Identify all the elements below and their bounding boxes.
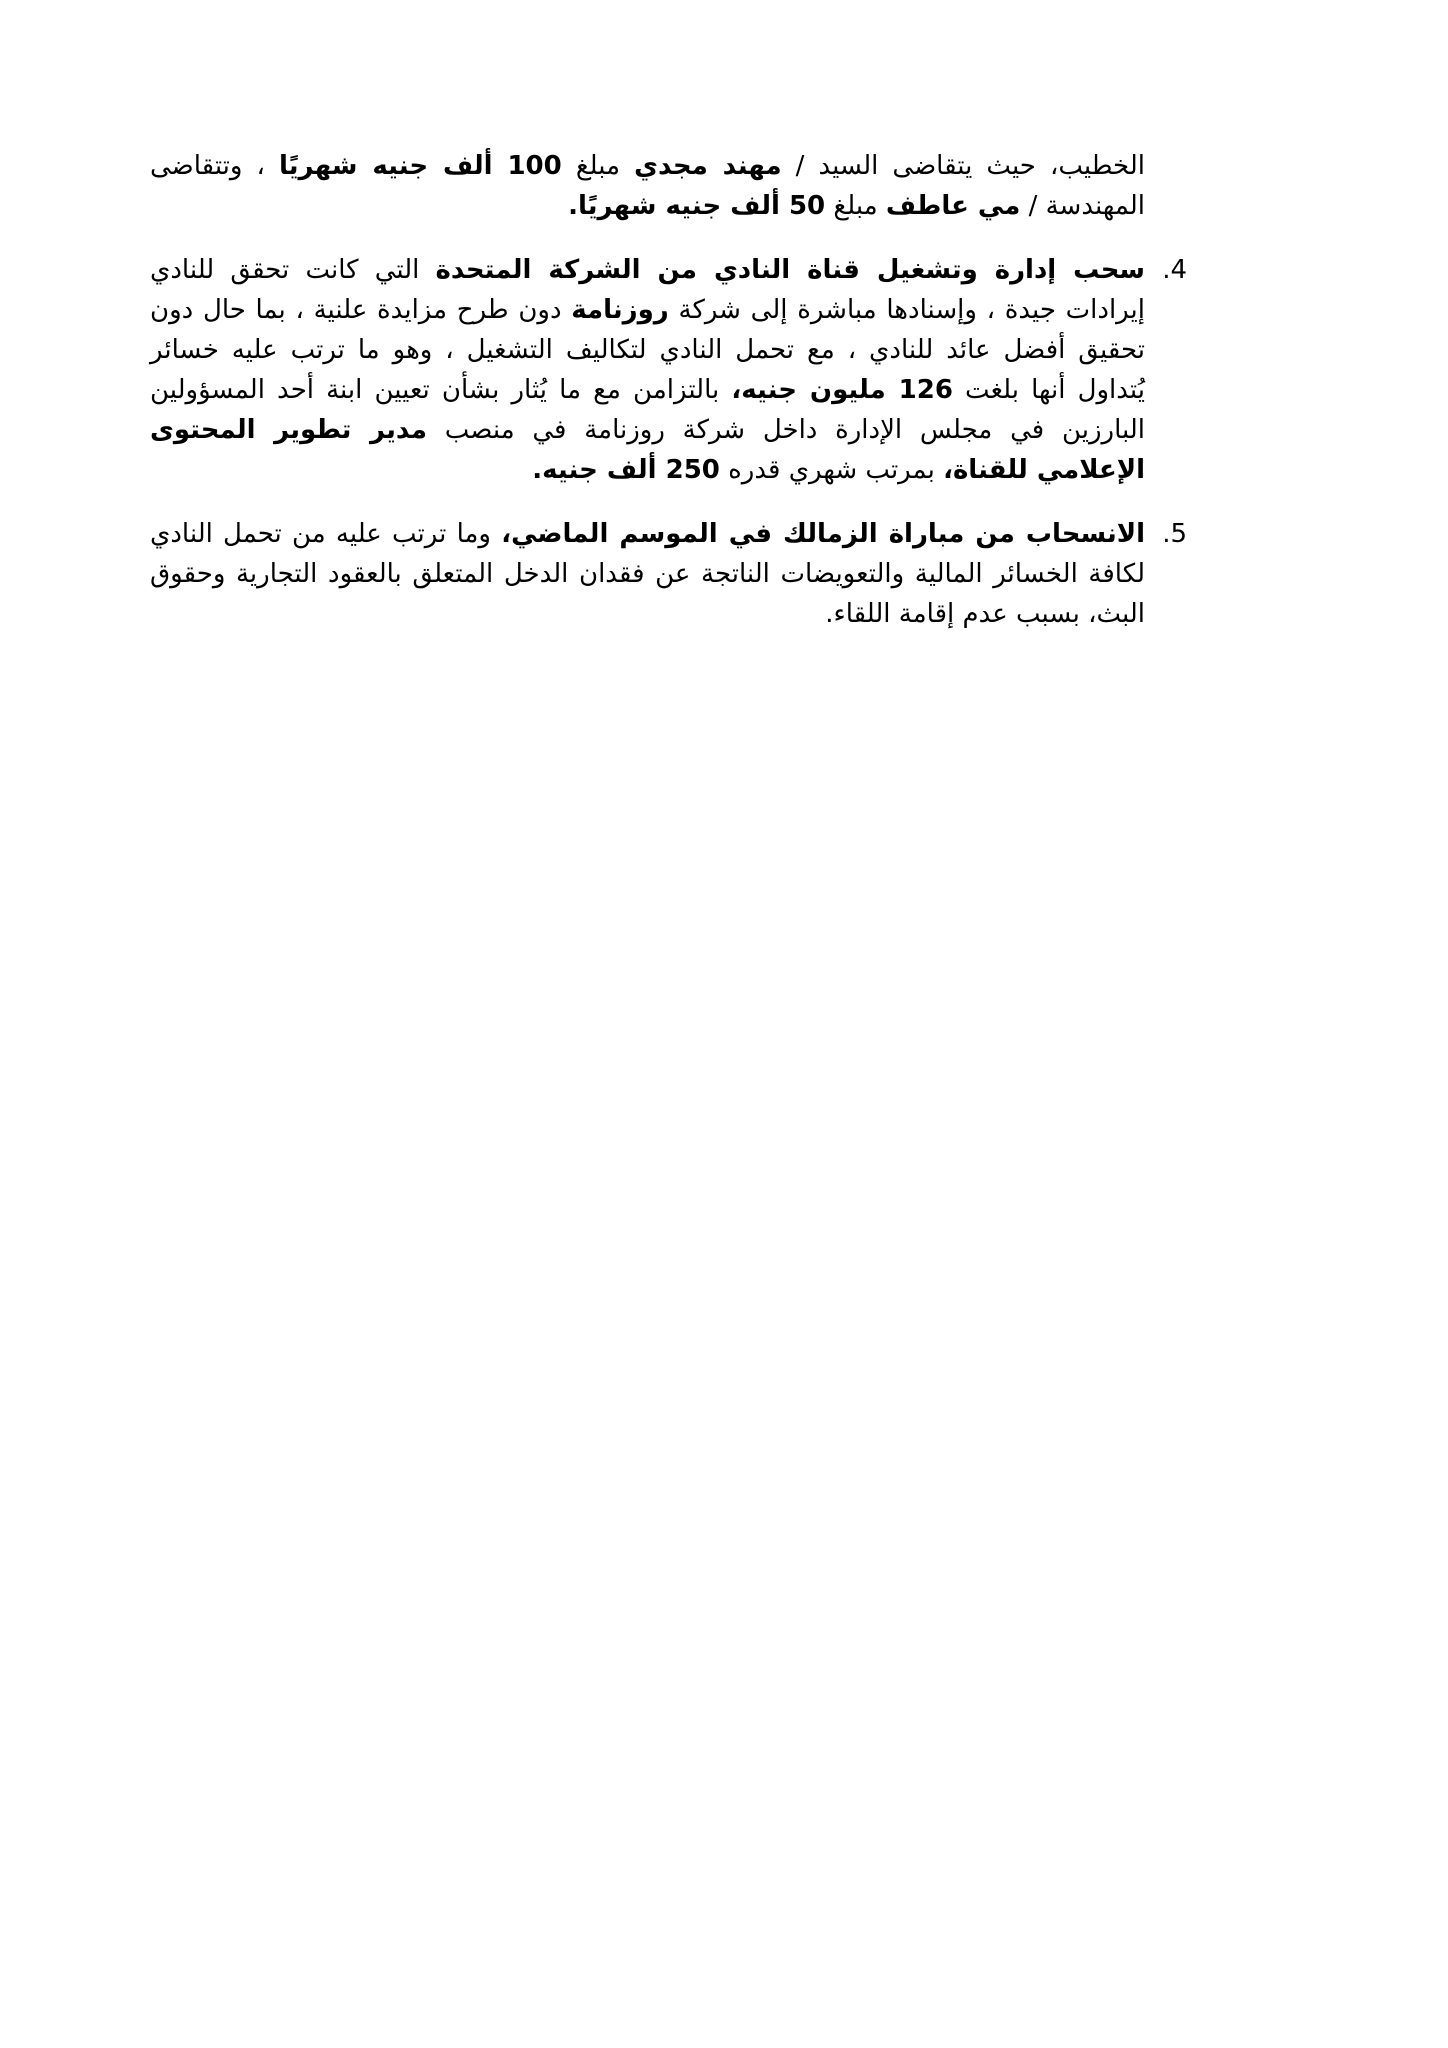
list-item-4 [150, 250, 1187, 490]
list-item-4-text: سحب إدارة وتشغيل قناة النادي من الشركة المتحدة التي كانت تحقق للنادي إيرادات جيدة ، وإسنادها مباشرة إلى شركة روزنامة دون طرح مزايدة علنية ، بما حال دون تحقيق أفضل عائد للنادي ، مع تحمل النادي لتكاليف التشغيل ، وهو ما ترتب عليه خسائر يُتداول أنها بلغت 126 مليون جنيه، بالتزامن مع ما يُثار بشأن تعيين ابنة أحد المسؤولين البارزين في مجلس الإدارة داخل شركة روزنامة في منصب مدير تطوير المحتوى الإعلامي للقناة، بمرتب شهري قدره 250 ألف جنيه. [150, 255, 1145, 485]
document-body [150, 146, 1187, 658]
list-item-5-number: 5. [1162, 519, 1187, 549]
continuation-paragraph: الخطيب، حيث يتقاضى السيد / مهند مجدي مبلغ 100 ألف جنيه شهريًا ، وتتقاضى المهندسة / مي عاطف مبلغ 50 ألف جنيه شهريًا. [150, 151, 1145, 221]
list-item-5 [150, 514, 1187, 634]
list-item-4-number: 4. [1162, 255, 1187, 285]
list-item-5-text: الانسحاب من مباراة الزمالك في الموسم الماضي، وما ترتب عليه من تحمل النادي لكافة الخسائر المالية والتعويضات الناتجة عن فقدان الدخل المتعلق بالعقود التجارية وحقوق البث، بسبب عدم إقامة اللقاء. [150, 519, 1145, 629]
